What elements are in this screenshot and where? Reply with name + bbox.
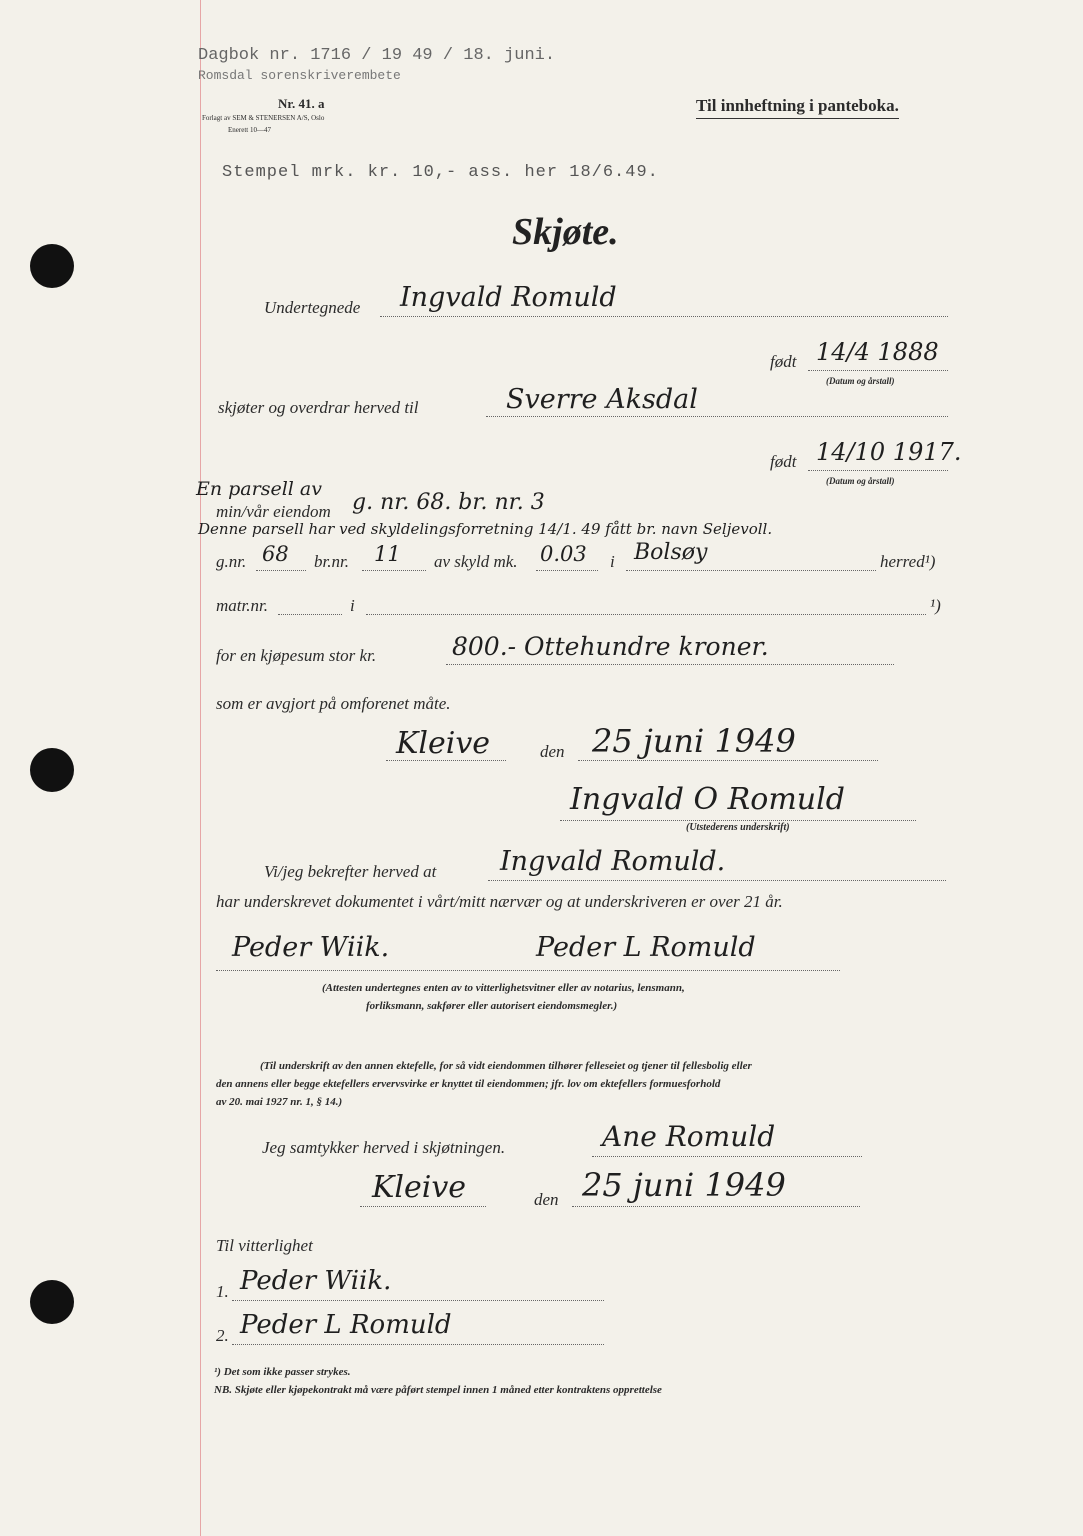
signature-hint: (Utstederens underskrift) [686,822,790,833]
price-amount: 800.- Ottehundre kroner. [452,632,769,661]
registry-stamp: Dagbok nr. 1716 / 19 49 / 18. juni. [198,46,556,65]
den-label: den [534,1190,559,1209]
signing-place: Kleive [396,726,491,761]
buyer-label: skjøter og overdrar herved til [218,398,419,417]
stamp-duty-note: Stempel mrk. kr. 10,- ass. her 18/6.49. [222,163,659,182]
punch-hole [30,244,74,288]
witness-line-1 [232,1300,604,1301]
consent-line [592,1156,862,1157]
attest-line [488,880,946,881]
herred-i-label: i [610,552,615,571]
matr-line [278,614,342,615]
price-line [446,664,894,665]
issuer-signature: Ingvald O Romuld [570,782,845,817]
attest-witness-2: Peder L Romuld [536,932,756,963]
subdivision-note: Denne parsell har ved skyldelingsforretning 14/1. 49 fått br. navn Seljevoll. [198,520,773,538]
margin-rule [200,0,201,1536]
matr-herred-line [366,614,926,615]
witness-line [216,970,840,971]
seller-born-line [808,370,948,371]
brnr-label: br.nr. [314,552,349,571]
attest-text: har underskrevet dokumentet i vårt/mitt nærvær og at underskriveren er over 21 år. [216,892,783,911]
spouse-note: (Til underskrift av den annen ektefelle, for så vidt eiendommen tilhører felleseiet og tjener til fellesbolig eller [260,1060,752,1072]
witness-name-2: Peder L Romuld [240,1310,452,1340]
buyer-born-hint: (Datum og årstall) [826,476,895,486]
spouse-note: av 20. mai 1927 nr. 1, § 14.) [216,1096,343,1108]
buyer-line [486,416,948,417]
signature-line [560,820,916,821]
matr-end: ¹) [930,596,941,615]
consent-name: Ane Romuld [602,1120,776,1153]
gnr-line [256,570,306,571]
punch-hole [30,1280,74,1324]
attest-note: forliksmann, sakfører eller autorisert eiendomsmegler.) [366,1000,618,1012]
brnr-line [362,570,426,571]
buyer-born-date: 14/10 1917. [816,438,962,466]
seller-born-label: født [770,352,797,371]
publisher-line: Forlagt av SEM & STENERSEN A/S, Oslo [202,114,325,122]
settled-text: som er avgjort på omforenet måte. [216,694,451,713]
witness-number: 1. [216,1282,229,1301]
spouse-note: den annens eller begge ektefellers ervervsvirke er knyttet til eiendommen; jfr. lov om ektefellers formuesforhold [216,1078,721,1090]
document-title: Skjøte. [512,211,619,253]
price-label: for en kjøpesum stor kr. [216,646,377,665]
matr-i-label: i [350,596,355,615]
publisher-line: Enerett 10—47 [228,126,271,134]
gnr-label: g.nr. [216,552,247,571]
court-stamp: Romsdal sorenskriverembete [198,68,401,83]
attest-name: Ingvald Romuld. [500,846,726,877]
date-line [572,1206,860,1207]
buyer-born-line [808,470,948,471]
witnesses-label: Til vitterlighet [216,1236,313,1255]
skyld-line [536,570,598,571]
buyer-born-label: født [770,452,797,471]
attest-witness-1: Peder Wiik. [232,932,390,963]
witness-line-2 [232,1344,604,1345]
gnr-value: 68 [262,542,289,566]
consent-date: 25 juni 1949 [582,1166,786,1204]
witness-number: 2. [216,1326,229,1345]
signing-date: 25 juni 1949 [592,722,796,760]
punch-hole [30,748,74,792]
form-number: Nr. 41. a [278,96,325,111]
witness-name-1: Peder Wiik. [240,1266,392,1296]
attest-note: (Attesten undertegnes enten av to vitterlighetsvitner eller av notarius, lensmann, [322,982,685,994]
seller-label: Undertegnede [264,298,361,317]
brnr-value: 11 [374,542,401,566]
matr-label: matr.nr. [216,596,268,615]
property-ref: g. nr. 68. br. nr. 3 [352,490,545,515]
property-label: min/vår eiendom [216,502,331,521]
consent-label: Jeg samtykker herved i skjøtningen. [262,1138,506,1157]
consent-place: Kleive [372,1170,467,1205]
seller-line [380,316,948,317]
herred-name: Bolsøy [634,540,708,565]
footnote: ¹) Det som ikke passer strykes. [214,1366,351,1378]
footnote-nb: NB. Skjøte eller kjøpekontrakt må være påført stempel innen 1 måned etter kontraktens opprettelse [214,1384,662,1396]
attest-label: Vi/jeg bekrefter herved at [264,862,437,881]
herred-label: herred¹) [880,552,936,571]
seller-name: Ingvald Romuld [400,282,617,313]
herred-line [626,570,876,571]
seller-born-hint: (Datum og årstall) [826,376,895,386]
skyld-label: av skyld mk. [434,552,518,571]
parcel-prefix: En parsell av [196,478,322,500]
den-label: den [540,742,565,761]
binding-note: Til innheftning i panteboka. [696,96,899,119]
seller-born-date: 14/4 1888 [816,338,939,366]
place-line [360,1206,486,1207]
skyld-value: 0.03 [540,542,587,566]
buyer-name: Sverre Aksdal [506,384,698,415]
date-line [578,760,878,761]
